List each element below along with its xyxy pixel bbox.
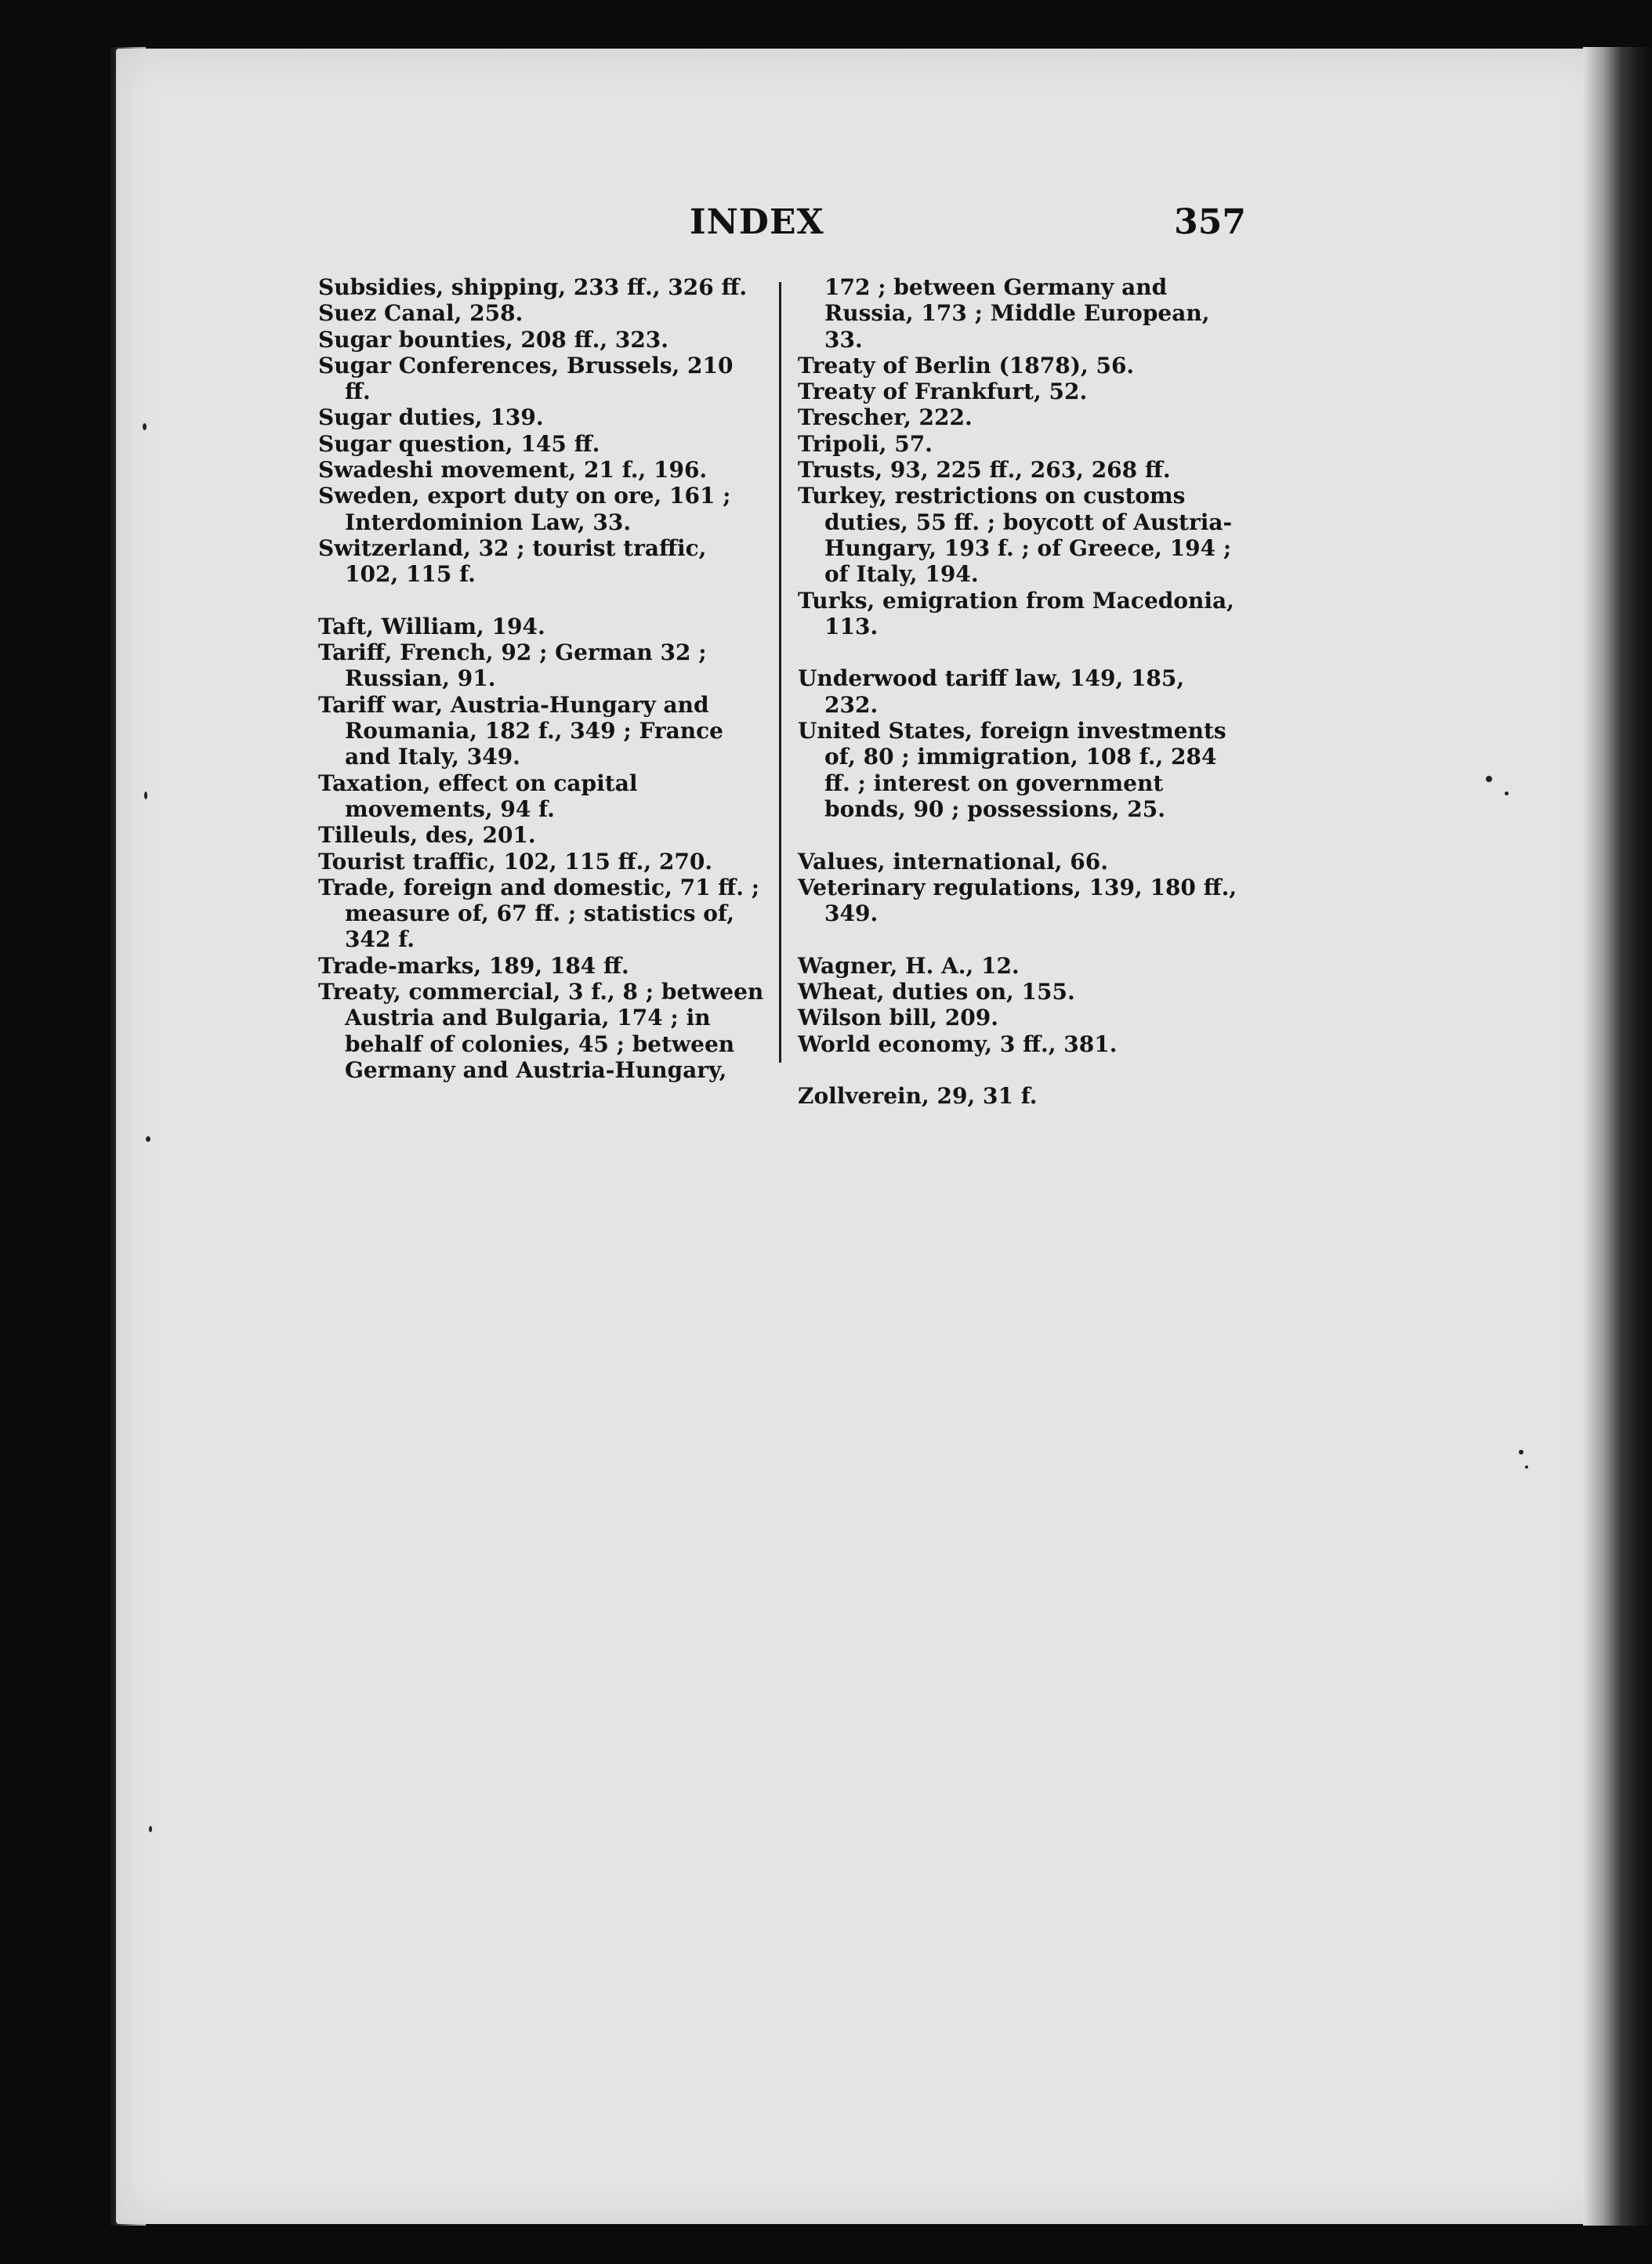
scan-speck: [149, 1826, 152, 1832]
index-entry: Underwood tariff law, 149, 185, 232.: [798, 665, 1185, 718]
index-entry: Wilson bill, 209.: [798, 1005, 998, 1031]
scan-speck: [1486, 776, 1492, 782]
index-entry: Wagner, H. A., 12.: [798, 952, 1020, 979]
section-gap: [798, 639, 1244, 665]
column-divider: [779, 282, 781, 1063]
index-entry: Sugar Conferences, Brussels, 210 ff.: [318, 352, 734, 405]
page-title: INDEX: [690, 202, 824, 242]
section-gap: [318, 588, 765, 614]
page-number: 357: [1174, 202, 1246, 242]
section-gap: [798, 926, 1244, 952]
index-entry: Treaty of Berlin (1878), 56.: [798, 352, 1135, 379]
index-column-right: [798, 274, 1244, 1110]
index-entry: Tripoli, 57.: [798, 430, 933, 457]
scan-speck: [1525, 1465, 1528, 1469]
index-column-left: [318, 274, 765, 1083]
index-entry: Treaty, commercial, 3 f., 8 ; between Austria and Bulgaria, 174 ; in behalf of colonies, 45 ; between Germany and Austria-Hungary,: [318, 979, 764, 1083]
section-gap: [798, 1057, 1244, 1083]
index-entry-continued: 172 ; between Germany and Russia, 173 ; Middle European, 33.: [824, 274, 1210, 353]
index-entry: Sweden, export duty on ore, 161 ; Interdominion Law, 33.: [318, 483, 731, 535]
index-entry: Trade, foreign and domestic, 71 ff. ; measure of, 67 ff. ; statistics of, 342 f.: [318, 874, 760, 953]
index-entry: World economy, 3 ff., 381.: [798, 1031, 1118, 1057]
index-entry: Sugar question, 145 ff.: [318, 430, 600, 457]
index-entry: Taft, William, 194.: [318, 613, 545, 639]
scan-speck: [1519, 1450, 1523, 1454]
index-entry: Trescher, 222.: [798, 404, 973, 431]
index-entry: Suez Canal, 258.: [318, 300, 523, 327]
index-entry: United States, foreign investments of, 80 ; immigration, 108 f., 284 ff. ; interest on government bonds, 90 ; possessions, 25.: [798, 718, 1226, 822]
index-entry: Sugar duties, 139.: [318, 404, 544, 431]
index-entry: Sugar bounties, 208 ff., 323.: [318, 326, 669, 353]
index-entry: Turkey, restrictions on customs duties, 55 ff. ; boycott of Austria-Hungary, 193 f. ; of Greece, 194 ; of Italy, 194.: [798, 483, 1233, 588]
index-entry: Subsidies, shipping, 233 ff., 326 ff.: [318, 274, 748, 300]
index-entry: Taxation, effect on capital movements, 94 f.: [318, 770, 638, 822]
scan-speck: [143, 423, 147, 430]
index-entry: Swadeshi movement, 21 f., 196.: [318, 457, 708, 484]
index-entry: Switzerland, 32 ; tourist traffic, 102, 115 f.: [318, 534, 707, 588]
scan-speck: [1505, 791, 1509, 795]
index-entry: Wheat, duties on, 155.: [798, 979, 1075, 1005]
index-entry: Zollverein, 29, 31 f.: [798, 1083, 1038, 1110]
index-entry: Tariff, French, 92 ; German 32 ; Russian, 91.: [318, 639, 707, 692]
index-entry: Turks, emigration from Macedonia, 113.: [798, 587, 1234, 639]
page-edge: [1583, 47, 1652, 2226]
index-entry: Tourist traffic, 102, 115 ff., 270.: [318, 848, 713, 875]
index-entry: Trusts, 93, 225 ff., 263, 268 ff.: [798, 457, 1171, 484]
index-entry: Values, international, 66.: [798, 848, 1108, 875]
index-entry: Treaty of Frankfurt, 52.: [798, 379, 1088, 405]
index-entry: Tilleuls, des, 201.: [318, 822, 536, 849]
section-gap: [798, 822, 1244, 848]
index-entry: Tariff war, Austria-Hungary and Roumania, 182 f., 349 ; France and Italy, 349.: [318, 691, 723, 770]
scan-speck: [144, 791, 147, 799]
scan-speck: [146, 1136, 150, 1142]
index-entry: Trade-marks, 189, 184 ff.: [318, 952, 629, 979]
index-entry: Veterinary regulations, 139, 180 ff., 349.: [798, 874, 1237, 927]
